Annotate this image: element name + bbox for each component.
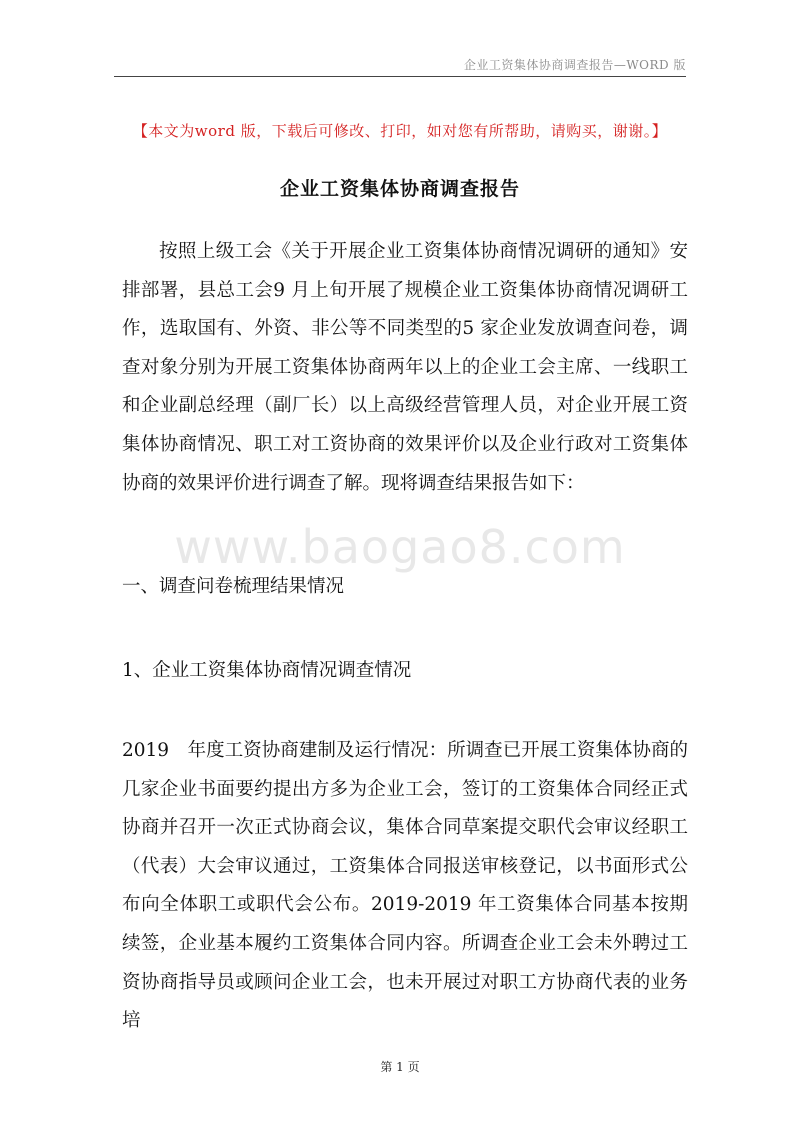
watermark: www.baogao8.com: [174, 520, 626, 574]
download-notice: 【本文为word 版，下载后可修改、打印，如对您有所帮助，请购买，谢谢。】: [132, 122, 668, 140]
sub-heading: 1、企业工资集体协商情况调查情况: [122, 660, 412, 681]
section-heading: 一、调查问卷梳理结果情况: [122, 576, 345, 597]
intro-paragraph: 按照上级工会《关于开展企业工资集体协商情况调研的通知》安排部署，县总工会9 月上旬开展了规模企业工资集体协商情况调研工作，选取国有、外资、非公等不同类型的5 家企业发放调查问卷，调查对象分别为开展工资集体协商两年以上的企业工会主席、一线职工和企业副总经理（副厂长）以上高级经营管理人员，对企业开展工资集体协商情况、职工对工资协商的效果评价以及企业行政对工资集体协商的效果评价进行调查了解。现将调查结果报告如下：: [122, 241, 688, 494]
paragraph-2019: 2019 年度工资协商建制及运行情况：所调查已开展工资集体协商的几家企业书面要约提出方多为企业工会，签订的工资集体合同经正式协商并召开一次正式协商会议，集体合同草案提交职代会审议经职工（代表）大会审议通过，工资集体合同报送审核登记，以书面形式公布向全体职工或职代会公布。2019-2019 年工资集体合同基本按期续签，企业基本履约工资集体合同内容。所调查企业工会未外聘过工资协商指导员或顾问企业工会，也未开展过对职工方协商代表的业务培: [122, 740, 688, 1032]
running-header: 企业工资集体协商调查报告—WORD 版: [463, 58, 686, 72]
page-number: 第 1 页: [380, 1060, 420, 1074]
header-divider: [114, 76, 686, 77]
document-title: 企业工资集体协商调查报告: [279, 178, 520, 200]
